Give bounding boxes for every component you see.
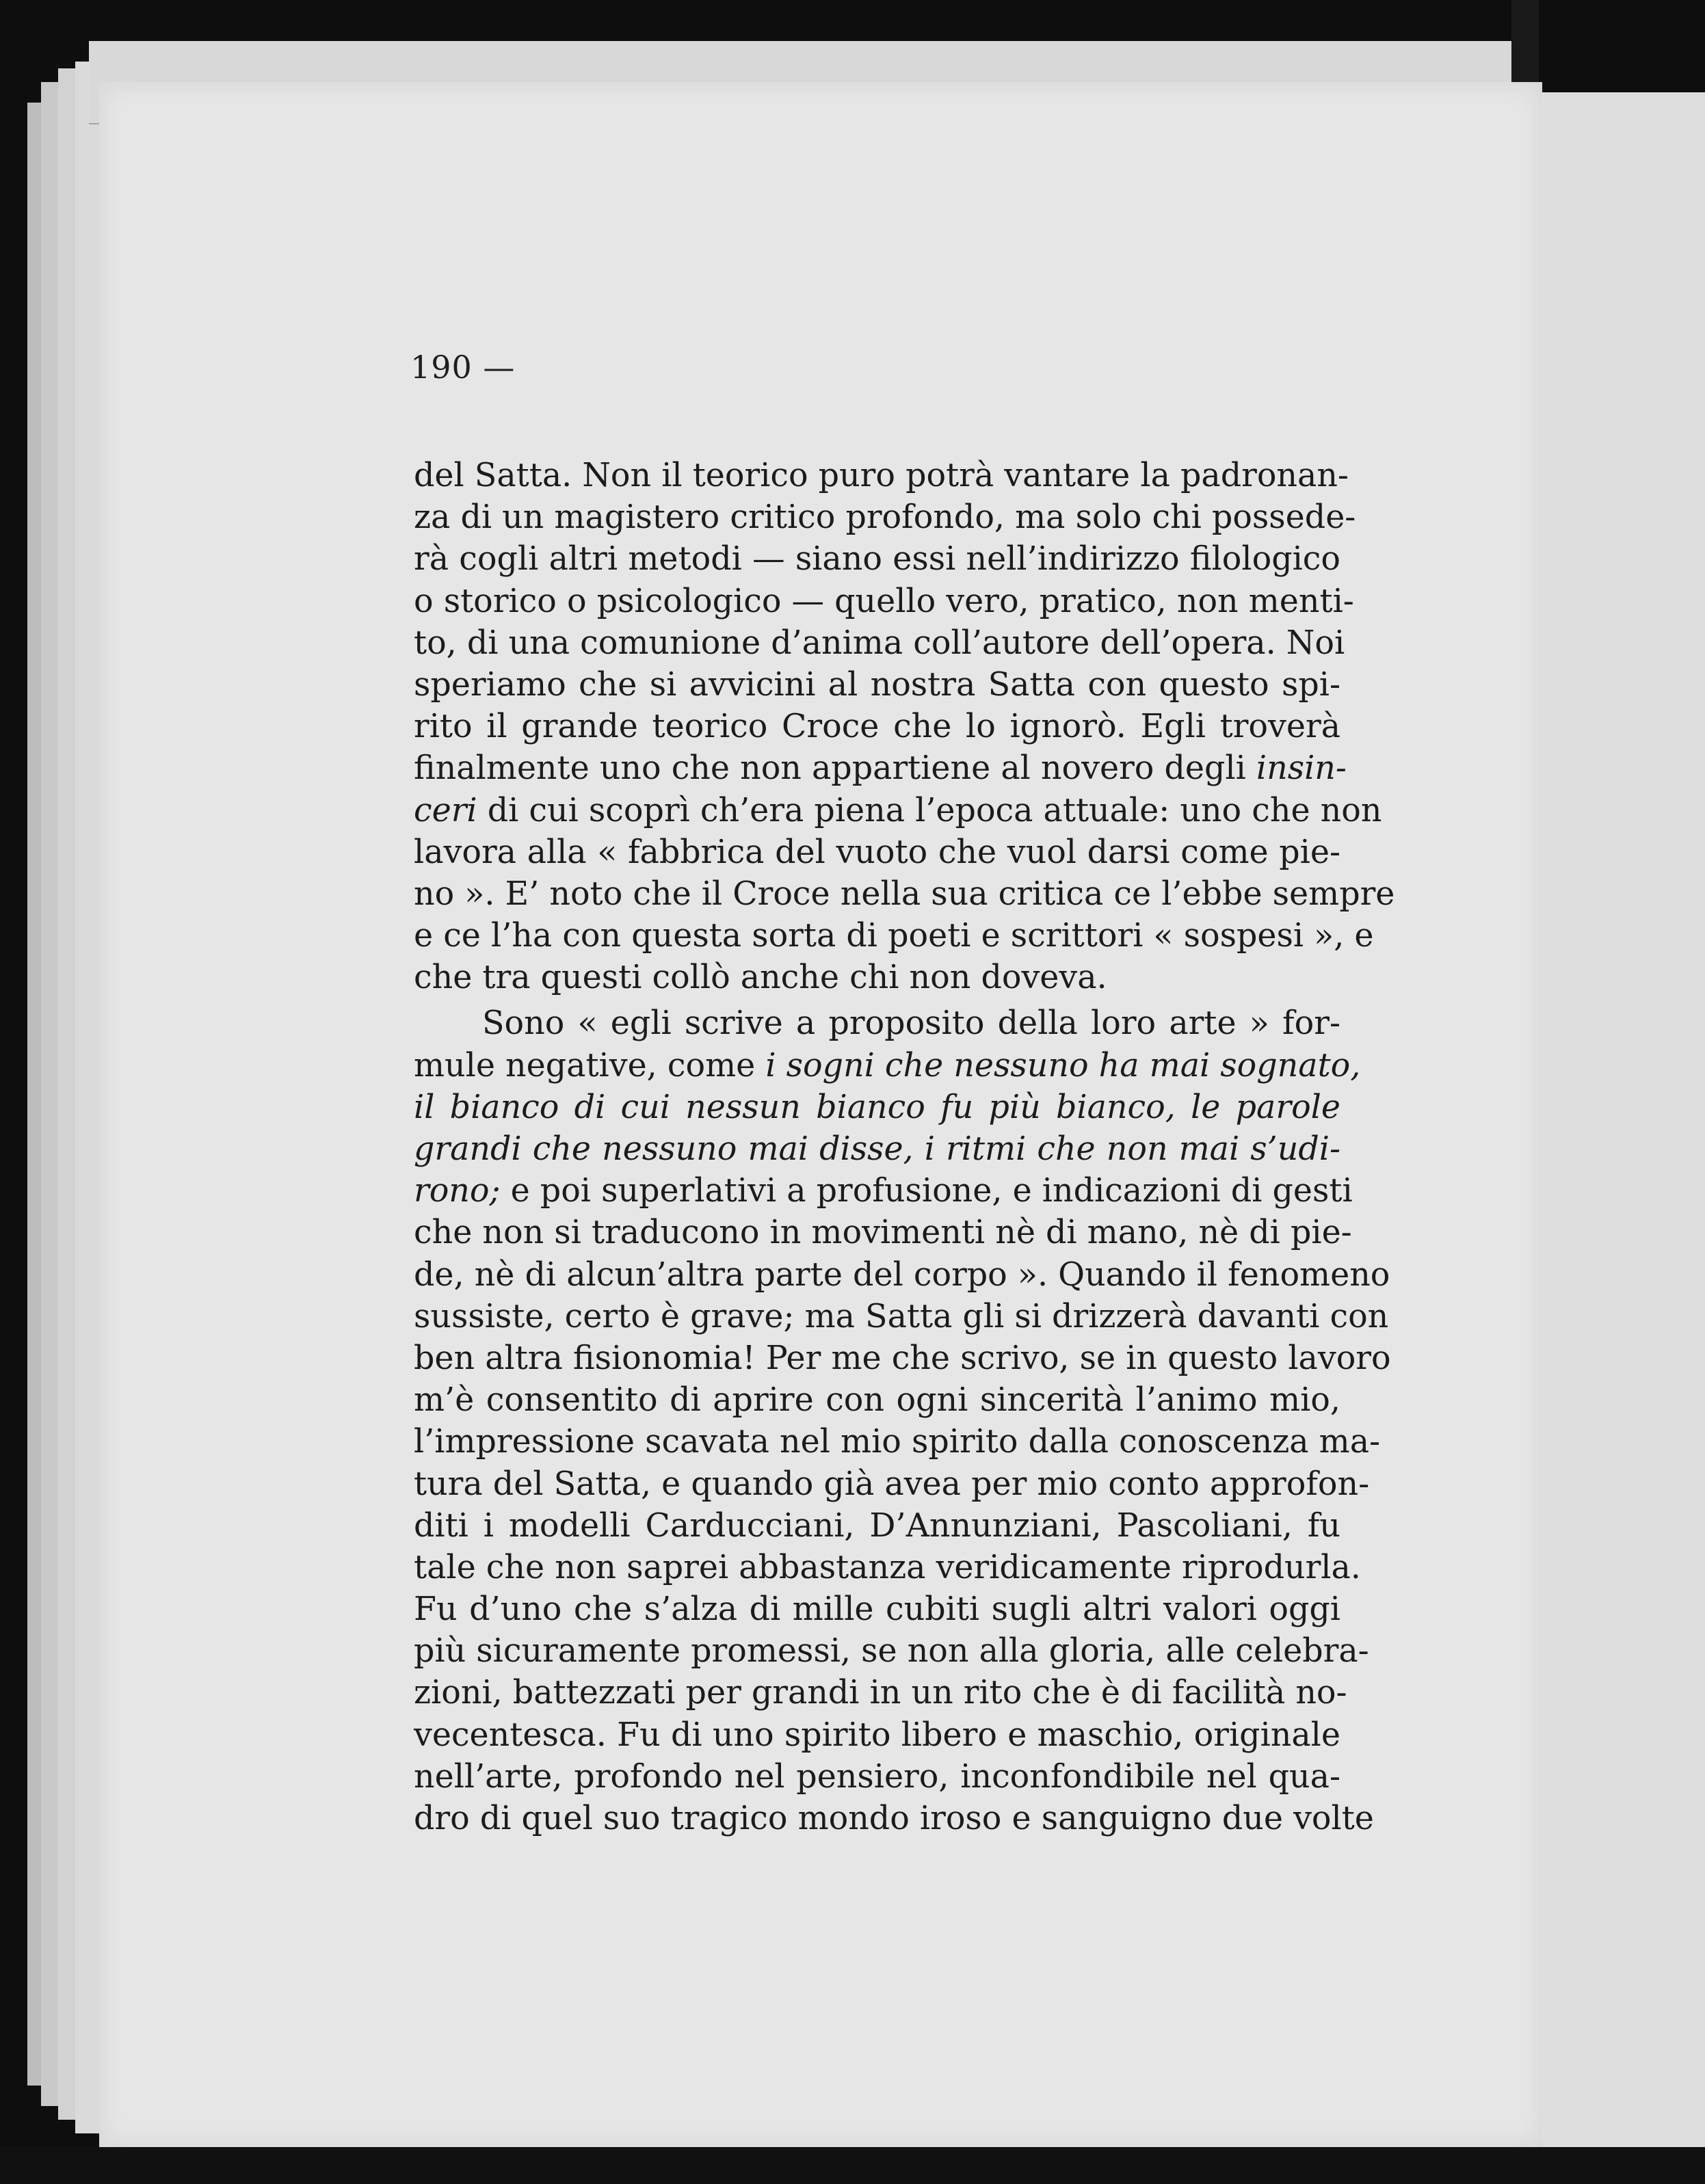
text-line	[414, 1463, 1370, 1505]
line-text: e poi superlativi a profusione, e indicazioni di gesti	[500, 1172, 1353, 1210]
line-text: rà cogli altri metodi — siano essi nell’indirizzo filologico	[414, 540, 1340, 578]
line-text: tale che non saprei abbastanza veridicamente riprodurla.	[414, 1548, 1361, 1586]
line-text: sussiste, certo è grave; ma Satta gli si drizzerà davanti con	[414, 1297, 1389, 1335]
text-line	[414, 1756, 1340, 1798]
line-text: dro di quel suo tragico mondo iroso e sanguigno due volte	[414, 1800, 1374, 1837]
line-text: Sono « egli scrive a proposito della loro arte » for-	[482, 1004, 1340, 1043]
line-text: diti i modelli Carducciani, D’Annunziani, Pascoliani, fu	[414, 1506, 1340, 1545]
italic-text: ceri	[414, 791, 477, 829]
text-line	[414, 1714, 1340, 1756]
text-line	[414, 581, 1354, 622]
text-line	[414, 496, 1356, 538]
text-line	[414, 747, 1347, 789]
text-line	[414, 1588, 1340, 1630]
text-line	[414, 873, 1395, 915]
text-line	[414, 1547, 1361, 1588]
line-text: ben altra fisionomia! Per me che scrivo, se in questo lavoro	[414, 1339, 1391, 1377]
line-text: finalmente uno che non appartiene al novero degli	[414, 749, 1256, 788]
line-text: del Satta. Non il teorico puro potrà vantare la padronan-	[414, 457, 1349, 494]
line-text: no ». E’ noto che il Croce nella sua critica ce l’ebbe sempre	[414, 875, 1395, 913]
italic-text: grandi che nessuno mai disse, i ritmi che non mai s’udi-	[414, 1130, 1340, 1168]
text-line	[414, 1337, 1391, 1379]
line-text: m’è consentito di aprire con ogni sincerità l’animo mio,	[414, 1381, 1340, 1420]
line-text: di cui scoprì ch’era piena l’epoca attuale: uno che non	[477, 791, 1382, 829]
text-line	[414, 1170, 1353, 1212]
line-text: nell’arte, profondo nel pensiero, inconfondibile nel qua-	[414, 1757, 1340, 1796]
text-line	[414, 1128, 1340, 1170]
text-line	[414, 831, 1340, 873]
line-text: e ce l’ha con questa sorta di poeti e scrittori « sospesi », e	[414, 917, 1374, 955]
scan-border	[0, 2147, 1705, 2184]
text-line	[414, 1087, 1340, 1128]
line-text: lavora alla « fabbrica del vuoto che vuol darsi come pie-	[414, 833, 1340, 871]
text-line	[414, 957, 1340, 998]
text-line	[414, 455, 1349, 496]
italic-text: i sogni che nessuno ha mai sognato,	[765, 1046, 1361, 1084]
text-line	[414, 706, 1340, 747]
text-line	[414, 1212, 1352, 1253]
line-text: speriamo che si avvicini al nostra Satta con questo spi-	[414, 665, 1340, 704]
line-text: mule negative, come	[414, 1046, 766, 1084]
text-line	[414, 1254, 1390, 1296]
text-line	[414, 538, 1340, 580]
text-line	[414, 1379, 1340, 1421]
italic-text: rono;	[414, 1172, 501, 1210]
text-line	[414, 915, 1374, 957]
line-text: to, di una comunione d’anima coll’autore dell’opera. Noi	[414, 624, 1345, 662]
italic-text: il bianco di cui nessun bianco fu più bianco, le parole	[414, 1088, 1340, 1126]
line-text: zioni, battezzati per grandi in un rito che è di facilità no-	[414, 1674, 1347, 1712]
italic-text: insin-	[1256, 749, 1347, 788]
line-text: za di un magistero critico profondo, ma solo chi possede-	[414, 498, 1356, 537]
text-line	[414, 1296, 1389, 1337]
line-text: più sicuramente promessi, se non alla gloria, alle celebra-	[414, 1632, 1369, 1670]
body-text	[414, 455, 1395, 1839]
text-line	[414, 1630, 1369, 1672]
paragraph-1	[414, 455, 1395, 998]
line-text: che tra questi collò anche chi non doveva.	[414, 959, 1107, 997]
line-text: l’impressione scavata nel mio spirito dalla conoscenza ma-	[414, 1423, 1381, 1461]
text-line	[414, 1505, 1340, 1547]
text-line	[414, 1798, 1374, 1839]
line-text: Fu d’uno che s’alza di mille cubiti sugli altri valori oggi	[414, 1590, 1340, 1629]
text-line	[414, 790, 1382, 831]
facing-page-sliver	[1539, 92, 1705, 2184]
text-line	[414, 1045, 1361, 1087]
line-text: o storico o psicologico — quello vero, pratico, non menti-	[414, 582, 1354, 620]
line-text: de, nè di alcun’altra parte del corpo ». Quando il fenomeno	[414, 1255, 1390, 1294]
paragraph-2	[414, 1002, 1391, 1839]
text-line	[414, 1002, 1340, 1044]
page-number: 190 —	[410, 349, 516, 386]
line-text: tura del Satta, e quando già avea per mio conto approfon-	[414, 1465, 1370, 1503]
text-line	[414, 622, 1345, 664]
line-text: vecentesca. Fu di uno spirito libero e maschio, originale	[414, 1716, 1340, 1754]
line-text: rito il grande teorico Croce che lo ignorò. Egli troverà	[414, 708, 1340, 746]
line-text: che non si traducono in movimenti nè di mano, nè di pie-	[414, 1214, 1352, 1252]
text-line	[414, 1421, 1381, 1463]
text-line	[414, 1672, 1347, 1714]
text-line	[414, 664, 1340, 706]
